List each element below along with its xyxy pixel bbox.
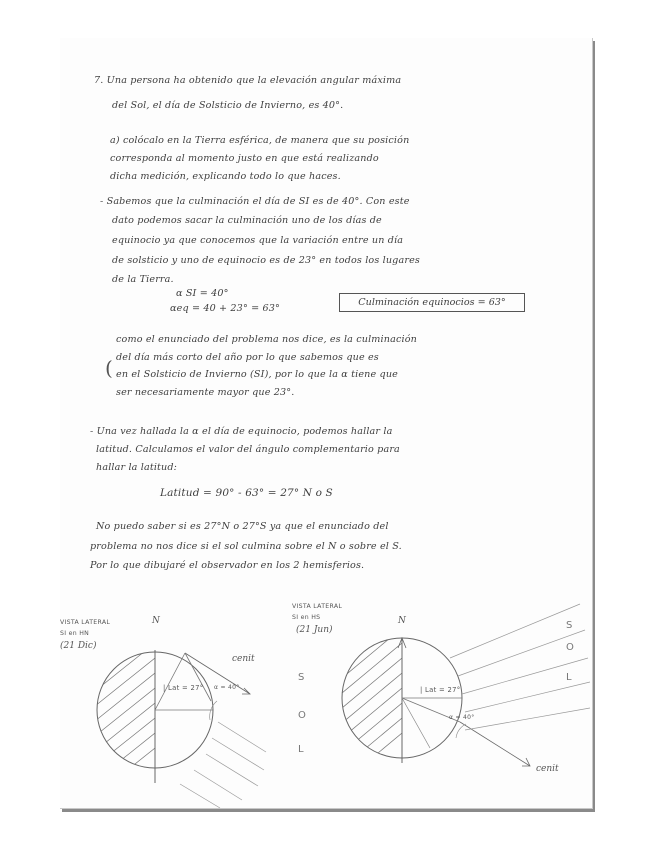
solution-p4-line-2: problema no nos dice si el sol culmina sobre el N o sobre el S. [90,541,402,552]
solution-p1-line-2: dato podemos sacar la culminación uno de los días de [112,215,382,226]
left-sun-ray [218,722,266,752]
right-zenith-label: cenit [536,764,559,774]
solution-p3-line-3: hallar la latitud: [96,462,178,473]
solution-p1-line-1: - Sabemos que la culminación el día de SI es de 40°. Con este [100,196,410,207]
left-zenith-arrowhead [242,688,250,694]
part-a-line-3: dicha medición, explicando todo lo que haces. [110,171,341,182]
right-north-label: N [398,616,406,626]
left-sun-ray [194,770,242,800]
left-dir-l: L [298,744,304,755]
left-sun-ray [212,738,264,770]
right-zenith-arrow [460,722,530,766]
solution-p2-line-3: en el Solsticio de Invierno (SI), por lo que la α tiene que [116,369,398,380]
part-a-line-1: a) colócalo en la Tierra esférica, de manera que su posición [110,135,410,146]
left-date-label: (21 Dic) [60,641,97,651]
left-sun-ray [206,754,258,786]
right-sun-ray [465,708,590,730]
left-view-label: VISTA LATERAL [60,619,111,626]
solution-p2-line-2: del día más corto del año por lo que sabemos que es [116,352,379,363]
left-zenith-label: cenit [232,654,255,664]
bracket-mark: ( [105,356,113,380]
solution-p2-line-4: ser necesariamente mayor que 23°. [116,387,295,398]
solution-p1-line-5: de la Tierra. [112,274,174,285]
left-radius-line [155,653,185,710]
right-radius-line [402,698,430,748]
right-date-label: (21 Jun) [296,625,333,635]
part-a-line-2: corresponda al momento justo en que está realizando [110,153,379,164]
right-angle-label: α = 40° [449,714,475,721]
right-view-label: VISTA LATERAL [292,603,343,610]
left-night-hatching [80,598,155,808]
left-dir-o: O [298,710,306,721]
left-angle-label: α = 40° [214,684,240,691]
solution-p4-line-1: No puedo saber si es 27°N o 27°S ya que el enunciado del [96,521,389,532]
solution-p3-line-2: latitud. Calculamos el valor del ángulo complementario para [96,444,400,455]
left-lat-label: | Lat = 27° [163,684,204,692]
boxed-result: Culminación equinocios = 63° [339,293,525,312]
left-dir-s: S [298,672,305,683]
left-hemisphere-label: SI en HN [60,630,90,637]
right-lat-label: | Lat = 27° [420,686,461,694]
equation-alpha-si: α SI = 40° [176,288,229,299]
right-dir-s: S [566,620,573,631]
left-earth-diagram [60,598,300,808]
problem-statement-line-1: 7. Una persona ha obtenido que la elevación angular máxima [94,75,402,86]
latitude-equation: Latitud = 90° - 63° = 27° N o S [160,487,333,499]
right-sun-ray [465,682,590,712]
right-sun-ray [450,604,580,658]
solution-p1-line-4: de solsticio y uno de equinocio es de 23° en todos los lugares [112,255,420,266]
notebook-page [60,38,593,809]
right-hemisphere-label: SI en HS [292,614,321,621]
solution-p1-line-3: equinocio ya que conocemos que la variación entre un día [112,235,404,246]
right-dir-o: O [566,642,574,653]
left-tangent-line [185,653,211,701]
solution-p4-line-3: Por lo que dibujaré el observador en los 2 hemisferios. [90,560,365,571]
solution-p3-line-1: - Una vez hallada la α el día de equinocio, podemos hallar la [90,426,393,437]
right-angle-arc [456,724,466,738]
right-night-hatching [330,598,402,793]
right-sun-ray [458,630,585,676]
problem-statement-line-2: del Sol, el día de Solsticio de Invierno, es 40°. [112,100,344,111]
solution-p2-line-1: como el enunciado del problema nos dice, es la culminación [116,334,417,345]
left-sun-ray [180,784,220,808]
equation-alpha-eq: αeq = 40 + 23° = 63° [170,303,280,314]
right-dir-l: L [566,672,572,683]
left-north-label: N [152,616,160,626]
